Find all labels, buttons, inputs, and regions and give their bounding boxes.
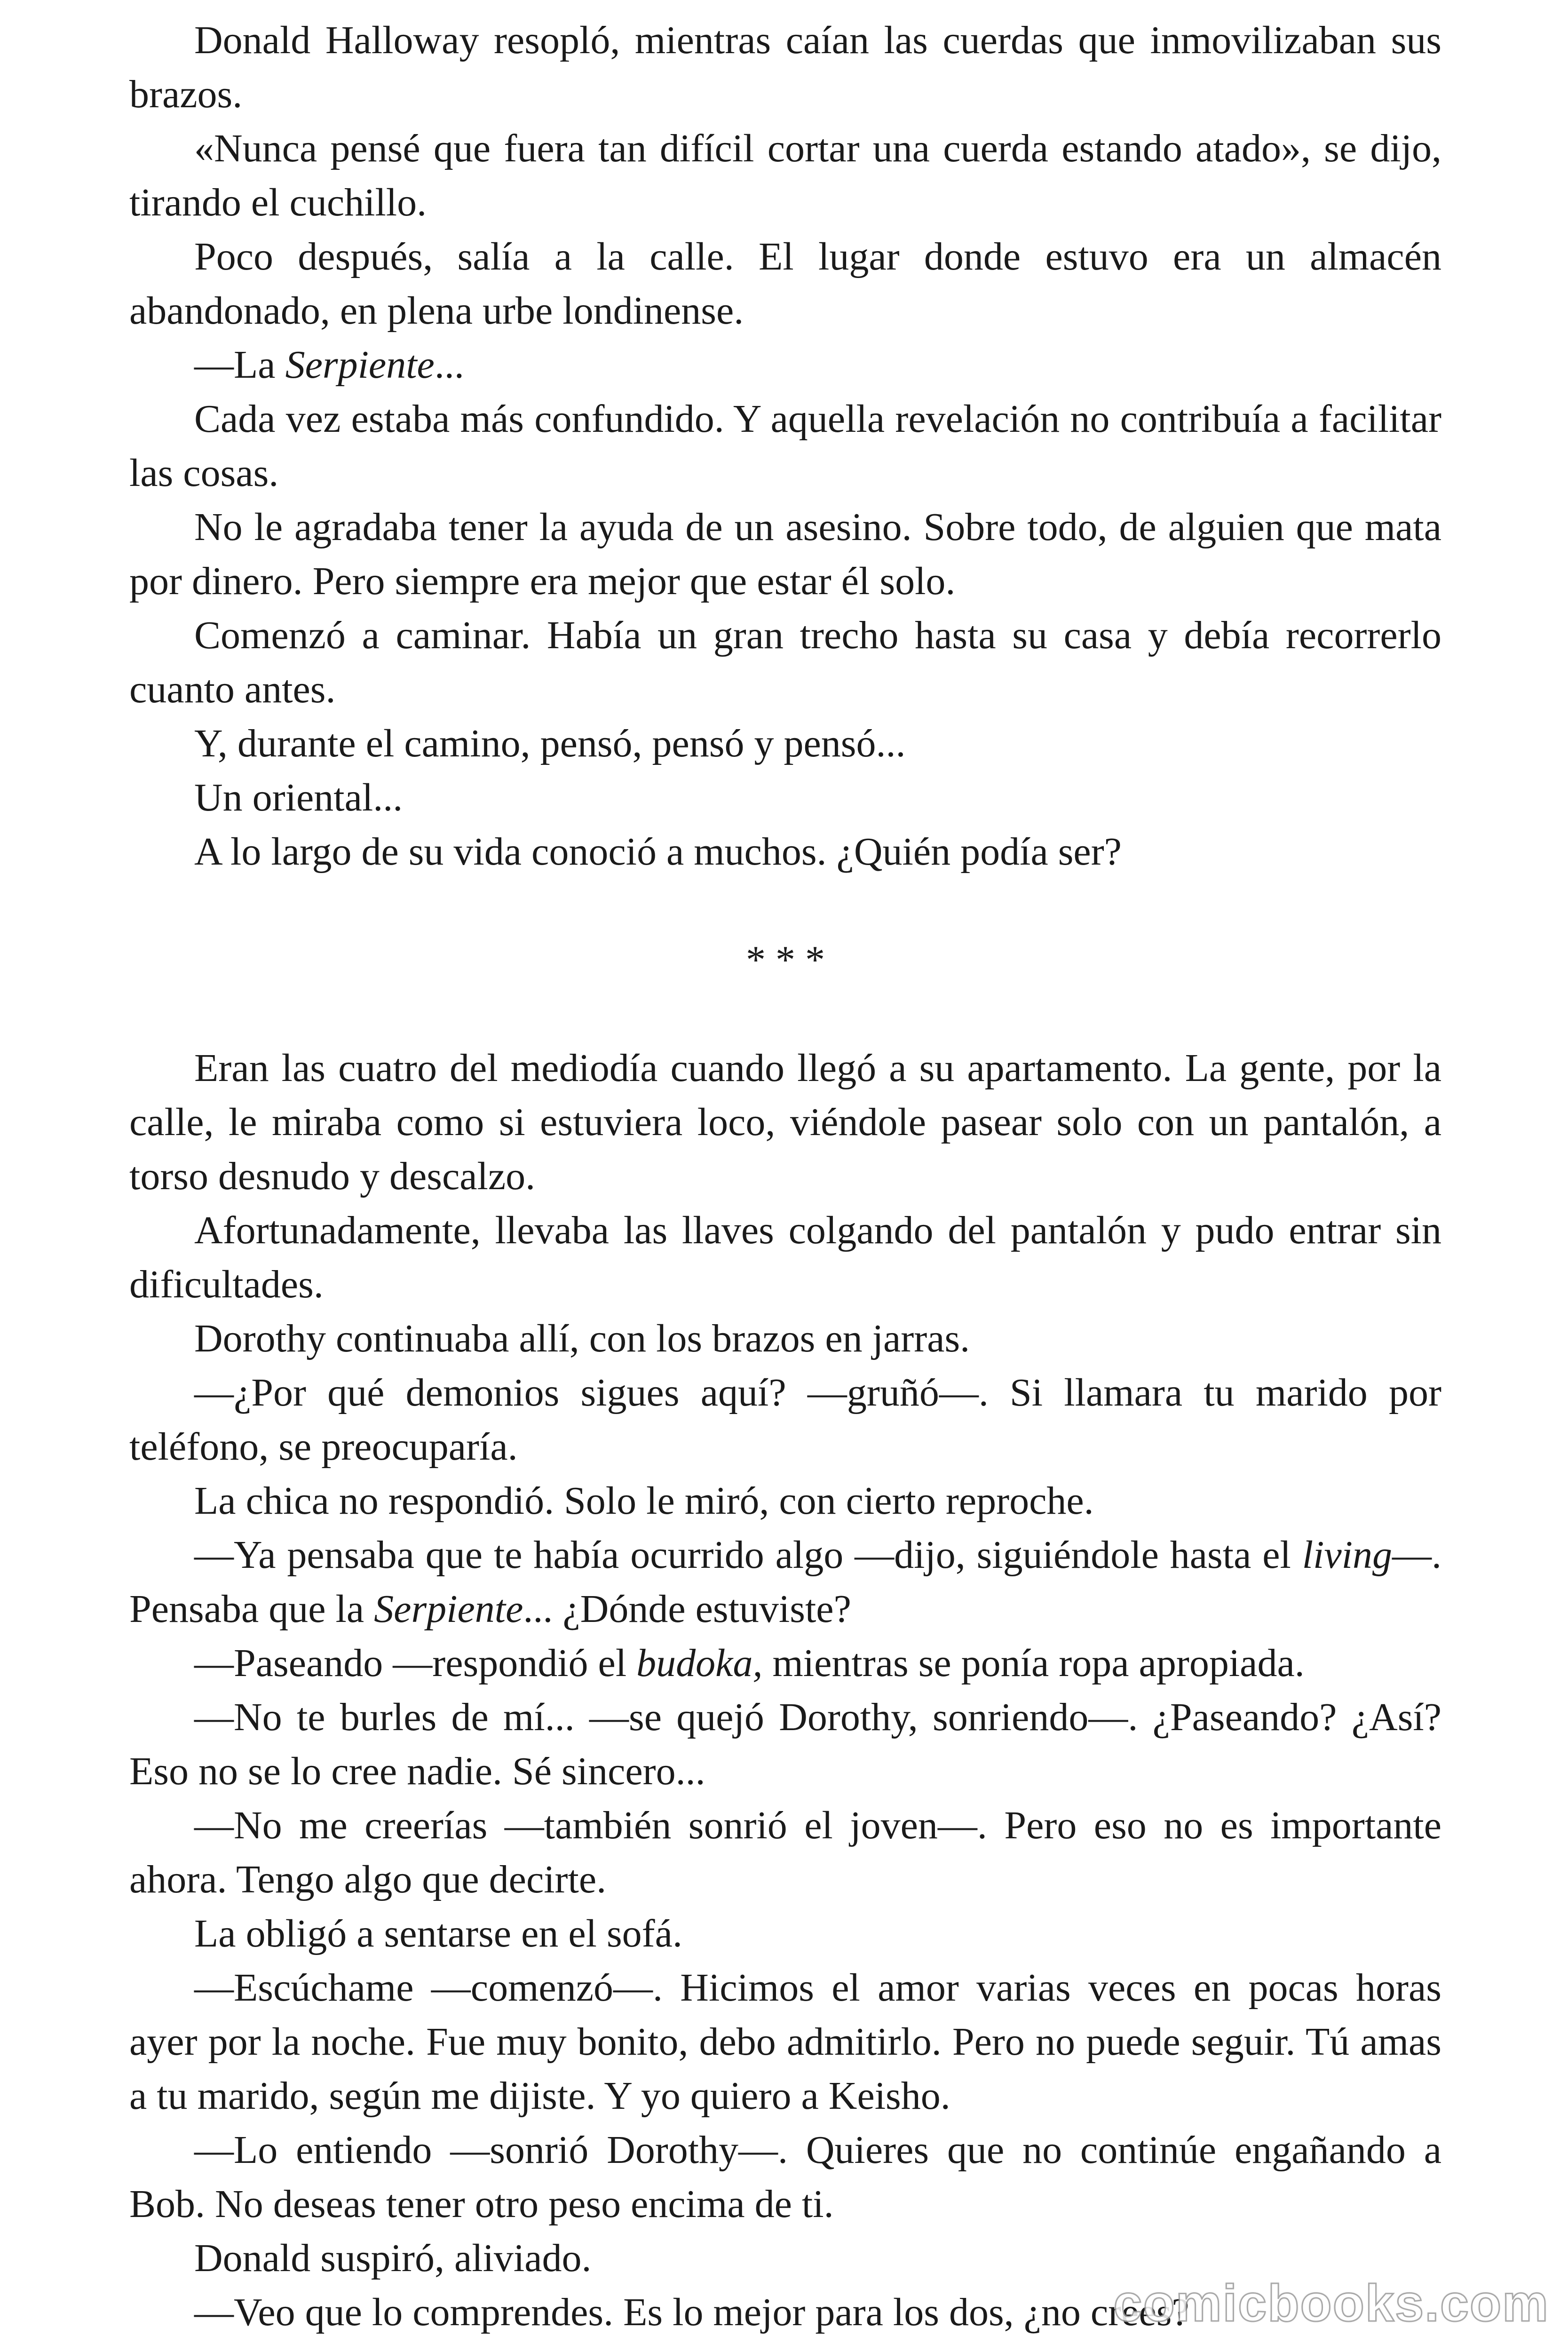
scene-break-asterisks: * * * bbox=[746, 938, 825, 982]
paragraph: La obligó a sentarse en el sofá. bbox=[194, 1912, 682, 1955]
paragraph: Dorothy continuaba allí, con los brazos en jarras. bbox=[194, 1317, 970, 1360]
paragraph: No le agradaba tener la ayuda de un asesino. Sobre todo, de alguien que mata por dinero. Pero siempre era mejor que estar él solo. bbox=[129, 505, 1441, 603]
paragraph: Donald Halloway resopló, mientras caían las cuerdas que inmovilizaban sus brazos. bbox=[129, 18, 1441, 116]
section-after-break bbox=[129, 1041, 1441, 2339]
paragraph: Donald suspiró, aliviado. bbox=[194, 2236, 592, 2280]
paragraph: Eran las cuatro del mediodía cuando llegó a su apartamento. La gente, por la calle, le miraba como si estuviera loco, viéndole pasear solo con un pantalón, a torso desnudo y descalzo. bbox=[129, 1046, 1441, 1198]
paragraph: «Nunca pensé que fuera tan difícil cortar una cuerda estando atado», se dijo, tirando el cuchillo. bbox=[129, 127, 1441, 224]
paragraph: —Lo entiendo —sonrió Dorothy—. Quieres que no continúe engañando a Bob. No deseas tener otro peso encima de ti. bbox=[129, 2128, 1441, 2226]
paragraph: Un oriental... bbox=[194, 776, 403, 819]
paragraph: Y, durante el camino, pensó, pensó y pensó... bbox=[194, 722, 906, 765]
paragraph: Afortunadamente, llevaba las llaves colgando del pantalón y pudo entrar sin dificultades. bbox=[129, 1208, 1441, 1306]
paragraph: —Escúchame —comenzó—. Hicimos el amor varias veces en pocas horas ayer por la noche. Fue muy bonito, debo admitirlo. Pero no puede seguir. Tú amas a tu marido, según me dijiste. Y yo quiero a Keisho. bbox=[129, 1966, 1441, 2118]
paragraph: —Veo que lo comprendes. Es lo mejor para los dos, ¿no crees? bbox=[194, 2290, 1189, 2334]
paragraph: —Ya pensaba que te había ocurrido algo —dijo, siguiéndole hasta el living—. Pensaba que la Serpiente... ¿Dónde estuviste? bbox=[129, 1533, 1441, 1631]
paragraph: Cada vez estaba más confundido. Y aquella revelación no contribuía a facilitar las cosas. bbox=[129, 397, 1441, 495]
paragraph: —No te burles de mí... —se quejó Dorothy, sonriendo—. ¿Paseando? ¿Así? Eso no se lo cree nadie. Sé sincero... bbox=[129, 1695, 1441, 1793]
paragraph: La chica no respondió. Solo le miró, con cierto reproche. bbox=[194, 1479, 1094, 1523]
paragraph: —No me creerías —también sonrió el joven—. Pero eso no es importante ahora. Tengo algo que decirte. bbox=[129, 1804, 1441, 1901]
paragraph: —¿Por qué demonios sigues aquí? —gruñó—. Si llamara tu marido por teléfono, se preocuparía. bbox=[129, 1371, 1441, 1469]
paragraph: A lo largo de su vida conoció a muchos. ¿Quién podía ser? bbox=[194, 830, 1122, 874]
site-watermark: comicbooks.com bbox=[1113, 2274, 1549, 2332]
paragraph: —Paseando —respondió el budoka, mientras se ponía ropa apropiada. bbox=[194, 1641, 1305, 1685]
book-page bbox=[129, 13, 1441, 2339]
paragraph: Comenzó a caminar. Había un gran trecho hasta su casa y debía recorrerlo cuanto antes. bbox=[129, 613, 1441, 711]
paragraph: Poco después, salía a la calle. El lugar donde estuvo era un almacén abandonado, en plena urbe londinense. bbox=[129, 235, 1441, 333]
scene-break bbox=[129, 879, 1441, 1041]
section-before-break bbox=[129, 13, 1441, 879]
paragraph: —La Serpiente... bbox=[194, 343, 464, 387]
